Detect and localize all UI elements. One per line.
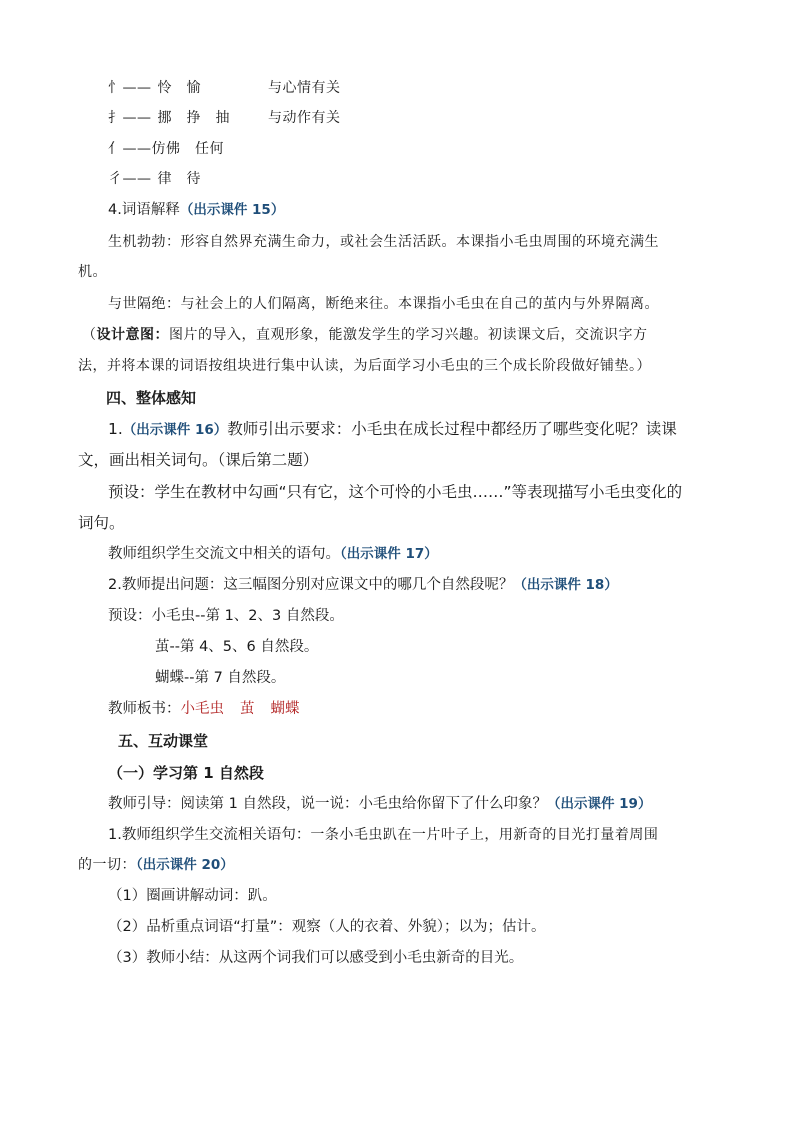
paren: （ <box>82 327 97 343</box>
subsection-title: （一）学习第 1 自然段 <box>108 764 264 782</box>
courseware-cue: （出示课件 19） <box>546 796 652 812</box>
design-intent-text: 图片的导入，直观形象，能激发学生的学习兴趣。初读课文后，交流识字方 <box>169 327 648 343</box>
paragraph-line <box>108 794 651 814</box>
preset-line: 预设：小毛虫--第 1、2、3 自然段。 <box>108 608 344 624</box>
paragraph-line: 词句。 <box>78 514 125 532</box>
paragraph-text: 教师引导：阅读第 1 自然段，说一说：小毛虫给你留下了什么印象？ <box>108 796 547 812</box>
vocab-heading: 4.词语解释 <box>108 202 180 218</box>
radical-note: 与心情有关 <box>268 80 341 96</box>
radical-words: 律 待 <box>157 171 201 187</box>
design-intent-label: 设计意图： <box>96 327 169 343</box>
paragraph-text: 1.教师组织学生交流相关语句： <box>108 827 311 843</box>
radical: 彳 <box>108 171 123 187</box>
radical-words: 挪 挣 抽 <box>157 110 230 126</box>
radical-words: 怜 愉 <box>157 80 201 96</box>
courseware-cue: （出示课件 15） <box>179 202 285 218</box>
preset-line: 蝴蝶--第 7 自然段。 <box>155 670 286 686</box>
courseware-cue: （出示课件 16） <box>122 422 228 438</box>
paragraph-text: 2.教师提出问题：这三幅图分别对应课文中的哪几个自然段呢？ <box>108 577 514 593</box>
radical-note: 与动作有关 <box>268 110 341 126</box>
paragraph-line: 文，画出相关词句。（课后第二题） <box>78 451 319 469</box>
dash: —— <box>122 171 152 187</box>
quote-text: 一条小毛虫趴在一片叶子上，用新奇的目光打量着周围 <box>310 827 659 843</box>
vocab-heading-line <box>108 200 284 220</box>
radical-row <box>108 78 201 98</box>
design-intent-line: 法，并将本课的词语按组块进行集中认读，为后面学习小毛虫的三个成长阶段做好铺垫。） <box>78 358 651 374</box>
dash: —— <box>122 80 152 96</box>
board-label: 教师板书： <box>108 701 181 717</box>
vocab-item-line: 机。 <box>78 264 107 280</box>
courseware-cue: （出示课件 18） <box>513 577 618 593</box>
section-title: 五、互动课堂 <box>118 732 209 750</box>
dash: —— <box>122 141 152 157</box>
section-title: 四、整体感知 <box>106 389 197 407</box>
list-item: （2）品析重点词语“打量”：观察（人的衣着、外貌）；以为；估计。 <box>108 919 546 935</box>
paragraph-text: 教师引出示要求：小毛虫在成长过程中都经历了哪些变化呢？读课 <box>227 420 677 438</box>
board-word: 小毛虫 <box>180 701 224 717</box>
radical-row <box>108 169 201 189</box>
list-item: （3）教师小结：从这两个词我们可以感受到小毛虫新奇的目光。 <box>108 950 524 966</box>
vocab-item-line: 与世隔绝：与社会上的人们隔离，断绝来往。本课指小毛虫在自己的茧内与外界隔离。 <box>108 296 659 312</box>
dash: —— <box>122 110 152 126</box>
paragraph-line <box>108 544 438 564</box>
list-item: （1）圈画讲解动词：趴。 <box>108 888 277 904</box>
paragraph-line <box>108 825 658 845</box>
courseware-cue: （出示课件 17） <box>340 546 438 562</box>
design-intent-line <box>82 325 648 345</box>
courseware-cue: （出示课件 20） <box>136 857 234 873</box>
paragraph-line <box>108 419 677 440</box>
radical: 扌 <box>108 110 123 126</box>
radical-row <box>108 108 230 128</box>
radical-row <box>108 139 224 159</box>
paragraph-line: 预设：学生在教材中勾画“只有它，这个可怜的小毛虫……”等表现描写小毛虫变化的 <box>108 483 683 501</box>
board-line <box>108 699 300 719</box>
item-number: 1. <box>108 420 123 438</box>
quote-text: 的一切： <box>78 857 136 873</box>
preset-line: 茧--第 4、5、6 自然段。 <box>155 639 319 655</box>
paragraph-line <box>78 855 234 875</box>
board-word: 茧 <box>240 701 255 717</box>
radical: 亻 <box>108 141 123 157</box>
radical-words: 仿佛 任何 <box>151 141 224 157</box>
board-word: 蝴蝶 <box>270 701 300 717</box>
vocab-item-line: 生机勃勃：形容自然界充满生命力，或社会生活活跃。本课指小毛虫周围的环境充满生 <box>108 234 659 250</box>
radical: 忄 <box>108 80 123 96</box>
paragraph-line <box>108 575 618 595</box>
paragraph-text: 教师组织学生交流文中相关的语句。 <box>108 546 340 562</box>
